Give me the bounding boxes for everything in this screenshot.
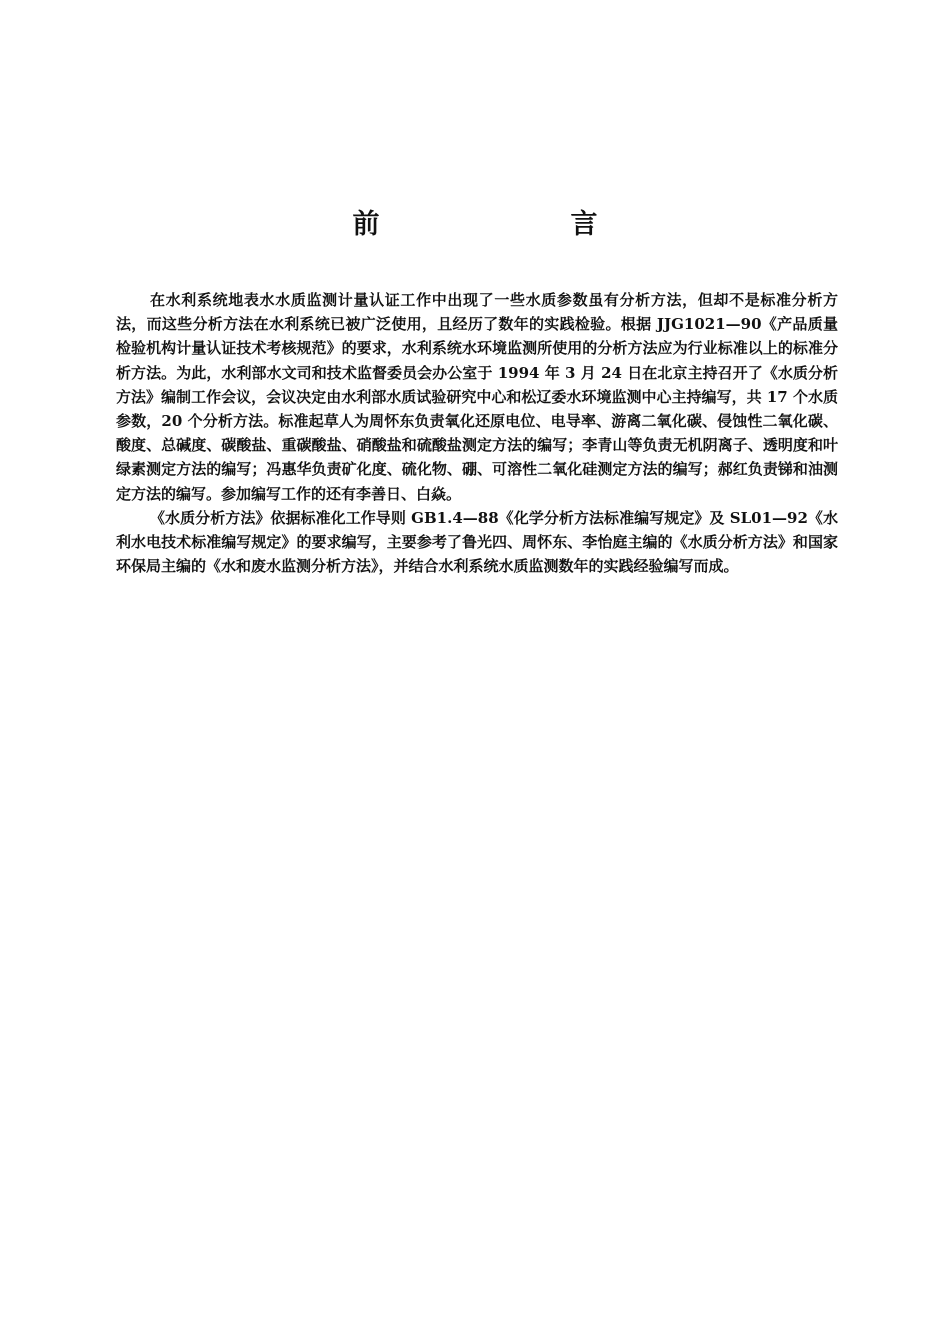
paragraph-2: 《水质分析方法》依据标准化工作导则 GB1.4—88《化学分析方法标准编写规定》及 SL01—92《水利水电技术标准编写规定》的要求编写，主要参考了鲁光四、周怀东、李怡庭主编的《水质分析方法》和国家环保局主编的《水和废水监测分析方法》，并结合水利系统水质监测数年的实践经验编写而成。 (116, 508, 838, 576)
page-title: 前 言 (352, 209, 680, 240)
paragraph-1: 在水利系统地表水水质监测计量认证工作中出现了一些水质参数虽有分析方法，但却不是标准分析方法，而这些分析方法在水利系统已被广泛使用，且经历了数年的实践检验。根据 JJG1021—90《产品质量检验机构计量认证技术考核规范》的要求，水利系统水环境监测所使用的分析方法应为行业标准以上的标准分析方法。为此，水利部水文司和技术监督委员会办公室于 1994 年 3 月 24 日在北京主持召开了《水质分析方法》编制工作会议，会议决定由水利部水质试验研究中心和松辽委水环境监测中心主持编写，共 17 个水质参数，20 个分析方法。标准起草人为周怀东负责氧化还原电位、电导率、游离二氧化碳、侵蚀性二氧化碳、酸度、总碱度、碳酸盐、重碳酸盐、硝酸盐和硫酸盐测定方法的编写；李青山等负责无机阴离子、透明度和叶绿素测定方法的编写；冯惠华负责矿化度、硫化物、硼、可溶性二氧化硅测定方法的编写；郝红负责锑和油测定方法的编写。参加编写工作的还有李善日、白焱。 (116, 291, 838, 503)
preface-body (116, 288, 838, 578)
